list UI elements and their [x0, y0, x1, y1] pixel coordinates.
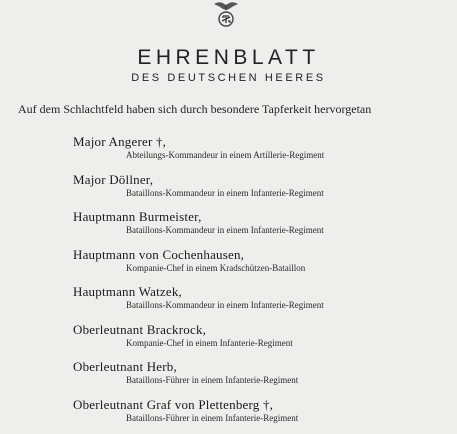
list-item — [73, 247, 457, 285]
intro-text: Auf dem Schlachtfeld haben sich durch besondere Tapferkeit hervorgetan — [18, 102, 448, 117]
page-title: EHRENBLATT — [0, 46, 457, 70]
list-item — [73, 284, 457, 322]
entry-role: Kompanie-Chef in einem Kradschützen-Bataillon — [73, 262, 457, 274]
entry-name: Hauptmann von Cochenhausen, — [73, 247, 457, 262]
entry-name: Major Angerer †, — [73, 134, 457, 149]
list-item — [73, 209, 457, 247]
list-item — [73, 172, 457, 210]
list-item — [73, 322, 457, 360]
entry-name: Oberleutnant Graf von Plettenberg †, — [73, 397, 457, 412]
eagle-emblem-icon — [211, 0, 241, 28]
page-subtitle: DES DEUTSCHEN HEERES — [0, 72, 457, 84]
list-item — [73, 134, 457, 172]
entry-name: Oberleutnant Brackrock, — [73, 322, 457, 337]
list-item — [73, 359, 457, 397]
entry-role: Bataillons-Kommandeur in einem Infanterie-Regiment — [73, 224, 457, 236]
entry-role: Bataillons-Kommandeur in einem Infanterie-Regiment — [73, 187, 457, 199]
entry-role: Bataillons-Kommandeur in einem Infanterie-Regiment — [73, 299, 457, 311]
entry-role: Bataillons-Führer in einem Infanterie-Regiment — [73, 412, 457, 424]
entry-name: Oberleutnant Herb, — [73, 359, 457, 374]
entry-name: Major Döllner, — [73, 172, 457, 187]
entry-name: Hauptmann Watzek, — [73, 284, 457, 299]
entry-role: Abteilungs-Kommandeur in einem Artillerie-Regiment — [73, 149, 457, 161]
entry-role: Bataillons-Führer in einem Infanterie-Regiment — [73, 374, 457, 386]
honor-list — [73, 134, 457, 434]
entry-name: Hauptmann Burmeister, — [73, 209, 457, 224]
list-item — [73, 397, 457, 434]
entry-role: Kompanie-Chef in einem Infanterie-Regiment — [73, 337, 457, 349]
